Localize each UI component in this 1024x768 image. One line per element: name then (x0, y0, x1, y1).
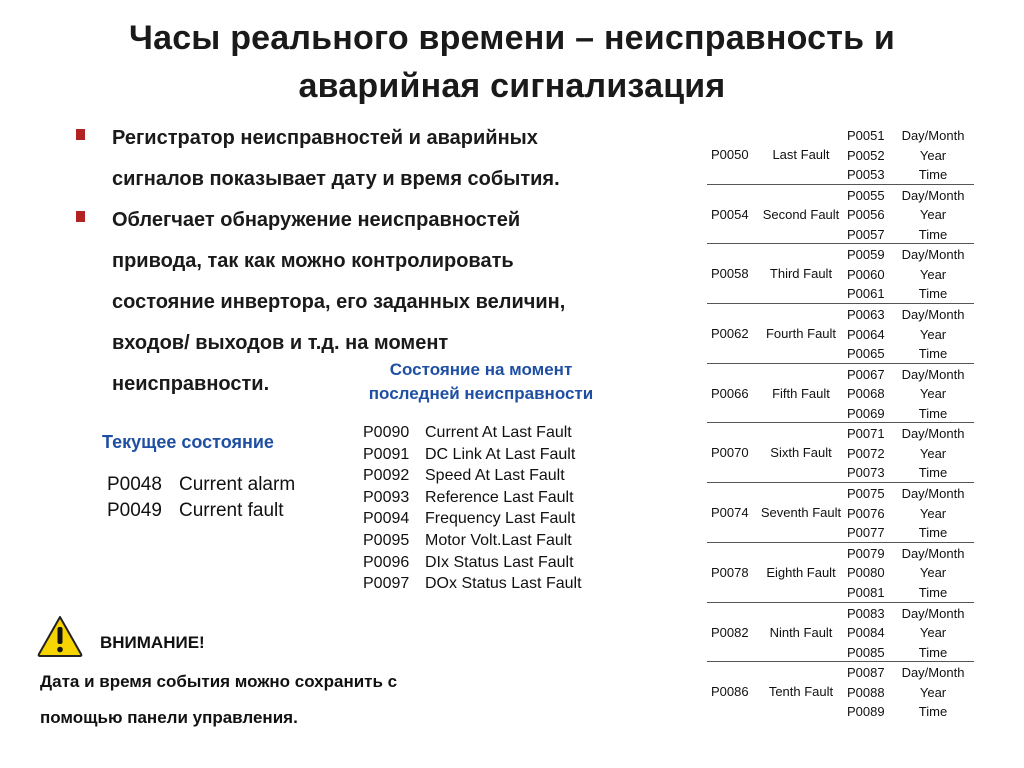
warning-text-line: помощью панели управления. (40, 708, 298, 727)
last-fault-heading (342, 358, 620, 406)
subparam-row (847, 643, 974, 663)
subparam-row (847, 604, 974, 624)
fault-code: P0050 (711, 147, 749, 162)
subparam-label: Time (918, 286, 948, 302)
fault-name: Second Fault (762, 206, 840, 222)
subparam-row (847, 444, 974, 464)
subparam-row (847, 404, 974, 424)
subparam-row (847, 265, 974, 285)
subparam-row (847, 702, 974, 722)
subparam-row (847, 683, 974, 703)
param-label: Motor Volt.Last Fault (425, 531, 572, 549)
subparam-code: P0068 (847, 386, 885, 402)
param-code: P0090 (363, 424, 410, 441)
subparam-row (847, 186, 974, 206)
subparam-code: P0067 (847, 366, 885, 382)
param-code: P0049 (107, 500, 162, 521)
param-label: DIx Status Last Fault (425, 553, 574, 571)
subparam-code: P0064 (847, 326, 885, 342)
subparam-label: Time (918, 644, 948, 660)
subparam-row (847, 165, 974, 185)
subparam-label: Year (919, 565, 947, 581)
subparam-code: P0085 (847, 644, 885, 660)
subparam-label: Day/Month (901, 545, 965, 561)
table-row (707, 423, 974, 483)
bullet-item (72, 118, 652, 200)
fault-subparams (847, 365, 974, 424)
subparam-label: Time (918, 167, 948, 182)
subparam-label: Day/Month (901, 605, 965, 621)
fault-name: Tenth Fault (768, 684, 834, 700)
warning-text (40, 664, 500, 736)
fault-name: Last Fault (772, 147, 830, 162)
fault-subparams (847, 424, 974, 483)
fault-subparams (847, 484, 974, 543)
subparam-label: Day/Month (901, 247, 965, 263)
subparam-code: P0087 (847, 665, 885, 681)
list-item (363, 422, 582, 444)
subparam-label: Time (918, 465, 948, 481)
param-code: P0091 (363, 445, 410, 463)
subparam-label: Day/Month (901, 426, 965, 442)
list-item (363, 530, 582, 552)
fault-code: P0086 (711, 684, 749, 700)
fault-code: P0058 (711, 266, 749, 282)
subparam-code: P0080 (847, 565, 885, 581)
subparam-label: Time (918, 584, 948, 600)
param-label: Current alarm (179, 474, 296, 495)
fault-subparams (847, 186, 974, 245)
fault-name: Eighth Fault (766, 564, 836, 580)
fault-name: Third Fault (769, 266, 833, 282)
subparam-row (847, 583, 974, 603)
subparam-code: P0083 (847, 605, 885, 621)
fault-code: P0078 (711, 564, 749, 580)
bullet-line: входов/ выходов и т.д. на момент (112, 332, 449, 354)
bullet-line: привода, так как можно контролировать (112, 250, 514, 272)
fault-name: Fifth Fault (772, 385, 830, 401)
fault-subparams (847, 126, 974, 185)
subparam-code: P0051 (847, 128, 885, 143)
subparam-row (847, 126, 974, 146)
subparam-label: Year (919, 386, 947, 402)
subparam-code: P0059 (847, 247, 885, 263)
bullet-square-icon (76, 129, 85, 140)
subparam-row (847, 484, 974, 504)
subparam-row (847, 225, 974, 245)
list-item (363, 573, 582, 595)
table-row (707, 662, 974, 721)
subparam-code: P0060 (847, 266, 885, 282)
subparam-code: P0089 (847, 704, 885, 720)
subparam-label: Year (919, 266, 947, 282)
subparam-code: P0079 (847, 545, 885, 561)
subparam-row (847, 544, 974, 564)
subparam-row (847, 504, 974, 524)
fault-name: Ninth Fault (769, 624, 833, 640)
subparam-row (847, 325, 974, 345)
subparam-label: Time (918, 704, 948, 720)
param-code: P0096 (363, 553, 410, 571)
subparam-row (847, 384, 974, 404)
subparam-row (847, 146, 974, 166)
fault-name: Sixth Fault (770, 445, 832, 461)
subparam-label: Time (918, 226, 948, 242)
subparam-code: P0069 (847, 405, 885, 421)
table-row (707, 603, 974, 663)
subparam-row (847, 344, 974, 364)
subparam-row (847, 365, 974, 385)
subparam-label: Day/Month (901, 187, 965, 203)
list-item (363, 552, 582, 574)
subparam-code: P0088 (847, 684, 885, 700)
subparam-code: P0055 (847, 187, 885, 203)
param-label: Current fault (179, 500, 284, 521)
subparam-label: Day/Month (901, 366, 965, 382)
param-code: P0048 (107, 474, 162, 495)
subparam-code: P0071 (847, 426, 885, 442)
bullet-line: Регистратор неисправностей и аварийных (112, 127, 538, 149)
subparam-code: P0052 (847, 147, 885, 163)
current-state-list (107, 472, 295, 524)
subparam-code: P0084 (847, 625, 885, 640)
warning-label: ВНИМАНИЕ! (100, 633, 205, 652)
subparam-row (847, 563, 974, 583)
subparam-code: P0073 (847, 465, 885, 481)
param-code: P0093 (363, 488, 410, 506)
fault-code: P0062 (711, 326, 749, 342)
subparam-label: Day/Month (901, 307, 965, 323)
subparam-code: P0081 (847, 584, 885, 600)
subparam-row (847, 205, 974, 225)
subparam-code: P0061 (847, 286, 885, 302)
list-item (363, 487, 582, 509)
param-code: P0094 (363, 510, 410, 528)
table-row (707, 125, 974, 185)
table-row (707, 304, 974, 364)
table-row (707, 543, 974, 603)
subparam-row (847, 523, 974, 543)
bullet-line: сигналов показывает дату и время события. (112, 168, 560, 190)
subparam-label: Day/Month (901, 128, 965, 143)
list-item (107, 498, 295, 524)
last-fault-list (363, 422, 582, 595)
list-item (363, 508, 582, 530)
current-state-heading: Текущее состояние (102, 432, 274, 452)
bullet-square-icon (76, 211, 85, 222)
page-title: Часы реального времени – неисправность и аварийная сигнализация (129, 19, 895, 105)
bullet-line: состояние инвертора, его заданных величин, (112, 291, 566, 313)
list-item (107, 472, 295, 498)
subparam-label: Time (918, 346, 948, 362)
fault-code: P0074 (711, 505, 749, 521)
subparam-label: Time (918, 405, 948, 421)
table-row (707, 364, 974, 424)
fault-code: P0070 (711, 445, 749, 461)
subparam-row (847, 463, 974, 483)
subparam-label: Day/Month (901, 486, 965, 502)
last-fault-heading-line: Состояние на момент (389, 360, 573, 379)
subparam-code: P0063 (847, 307, 885, 323)
subparam-row (847, 424, 974, 444)
fault-subparams (847, 544, 974, 603)
param-code: P0095 (363, 531, 410, 549)
param-label: DOx Status Last Fault (425, 575, 582, 593)
bullet-line: неисправности. (112, 373, 270, 395)
subparam-code: P0076 (847, 505, 885, 521)
subparam-row (847, 663, 974, 683)
list-item (363, 465, 582, 487)
last-fault-heading-line: последней неисправности (368, 384, 594, 403)
subparam-label: Year (919, 684, 947, 700)
subparam-label: Year (919, 207, 947, 223)
fault-code: P0066 (711, 385, 749, 401)
param-label: Reference Last Fault (425, 488, 574, 506)
bullet-line: Облегчает обнаружение неисправностей (112, 209, 521, 231)
param-label: Current At Last Fault (425, 424, 572, 441)
subparam-code: P0065 (847, 346, 885, 362)
subparam-row (847, 284, 974, 304)
param-label: DC Link At Last Fault (425, 445, 576, 463)
subparam-code: P0056 (847, 207, 885, 223)
subparam-label: Year (919, 625, 947, 640)
fault-history-table (707, 125, 974, 721)
table-row (707, 483, 974, 543)
subparam-row (847, 305, 974, 325)
subparam-label: Year (919, 445, 947, 461)
fault-subparams (847, 245, 974, 304)
fault-subparams (847, 305, 974, 364)
fault-name: Seventh Fault (760, 505, 842, 521)
subparam-label: Year (919, 326, 947, 342)
fault-subparams (847, 604, 974, 663)
subparam-code: P0053 (847, 167, 885, 182)
table-row (707, 185, 974, 245)
warning-triangle-icon (36, 614, 84, 658)
subparam-row (847, 245, 974, 265)
param-code: P0097 (363, 575, 410, 593)
subparam-code: P0075 (847, 486, 885, 502)
table-row (707, 244, 974, 304)
fault-code: P0054 (711, 206, 749, 222)
param-label: Speed At Last Fault (425, 467, 565, 485)
fault-code: P0082 (711, 624, 749, 640)
subparam-code: P0057 (847, 226, 885, 242)
fault-name: Fourth Fault (765, 326, 837, 342)
param-label: Frequency Last Fault (425, 510, 576, 528)
subparam-label: Day/Month (901, 665, 965, 681)
param-code: P0092 (363, 467, 410, 485)
list-item (363, 444, 582, 466)
subparam-label: Time (918, 525, 948, 541)
subparam-label: Year (919, 505, 947, 521)
subparam-code: P0072 (847, 445, 885, 461)
fault-subparams (847, 663, 974, 722)
subparam-code: P0077 (847, 525, 885, 541)
warning-text-line: Дата и время события можно сохранить с (40, 672, 398, 691)
subparam-label: Year (919, 147, 947, 163)
subparam-row (847, 623, 974, 643)
